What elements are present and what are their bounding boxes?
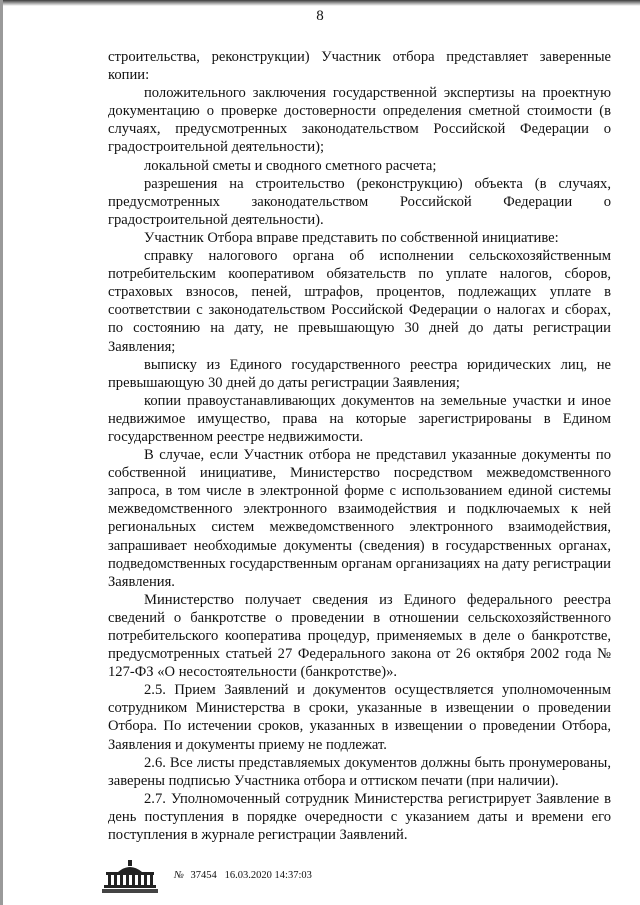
government-building-logo-icon [100,858,160,894]
scan-top-edge [0,0,640,6]
document-number: 37454 [190,870,217,881]
paragraph: строительства, реконструкции) Участник отбора представляет заверенные копии: [108,49,611,84]
paragraph: локальной сметы и сводного сметного расчета; [144,157,437,174]
paragraph: 2.6. Все листы представляемых документов должны быть пронумерованы, заверены подписью Участника отбора и оттиском печати (при наличии). [108,754,611,789]
paragraph: копии правоустанавливающих документов на земельные участки и иное недвижимое имущество, права на которые зарегистрированы в Едином государственном реестре недвижимости. [108,392,611,445]
paragraph: справку налогового органа об исполнении сельскохозяйственным потребительским кооперативом обязательств по уплате налогов, сборов, страховых взносов, пеней, штрафов, процентов, подлежащих уплате в соответствии с законодательством Российской Федерации о налогах и сборах, по состоянию на дату, не превышающую 30 дней до даты регистрации Заявления; [108,248,611,355]
document-body [108,48,611,844]
paragraph: разрешения на строительство (реконструкцию) объекта (в случаях, предусмотренных законодательством Российской Федерации о градостроительной деятельности). [108,175,611,228]
scan-left-edge [0,0,3,905]
number-sign: № [174,870,184,881]
paragraph: 2.5. Прием Заявлений и документов осуществляется уполномоченным сотрудником Министерства в сроки, указанные в извещении о проведении Отбора. По истечении сроков, указанных в извещении о проведении Отбора, Заявления и документы приему не подлежат. [108,682,611,753]
page-number: 8 [316,8,324,24]
paragraph: положительного заключения государственной экспертизы на проектную документацию о проверке достоверности определения сметной стоимости (в случаях, предусмотренных законодательством Российской Федерации о градостроительной деятельности); [108,85,611,156]
document-registration-stamp [174,870,312,881]
paragraph: выписку из Единого государственного реестра юридических лиц, не превышающую 30 дней до даты регистрации Заявления; [108,356,611,391]
paragraph: В случае, если Участник отбора не представил указанные документы по собственной инициативе, Министерство посредством межведомственного запроса, в том числе в электронной форме с использованием единой системы межведомственного электронного взаимодействия и подключаемых к ней региональных систем межведомственного электронного взаимодействия, запрашивает необходимые документы (сведения) в государственных органах, подведомственных государственным органам организациях на дату регистрации Заявления. [108,447,611,590]
document-footer [100,858,620,902]
document-timestamp: 16.03.2020 14:37:03 [224,870,312,881]
paragraph: Участник Отбора вправе представить по собственной инициативе: [144,229,559,246]
paragraph: Министерство получает сведения из Единого федерального реестра сведений о банкротстве о проведении в отношении сельскохозяйственного потребительского кооператива процедур, применяемых в деле о банкротстве, предусмотренных статьей 27 Федерального закона от 26 октября 2002 года № 127-ФЗ «О несостоятельности (банкротстве)». [108,591,611,681]
paragraph: 2.7. Уполномоченный сотрудник Министерства регистрирует Заявление в день поступления в порядке очередности с указанием даты и времени его поступления в журнале регистрации Заявлений. [108,790,611,844]
